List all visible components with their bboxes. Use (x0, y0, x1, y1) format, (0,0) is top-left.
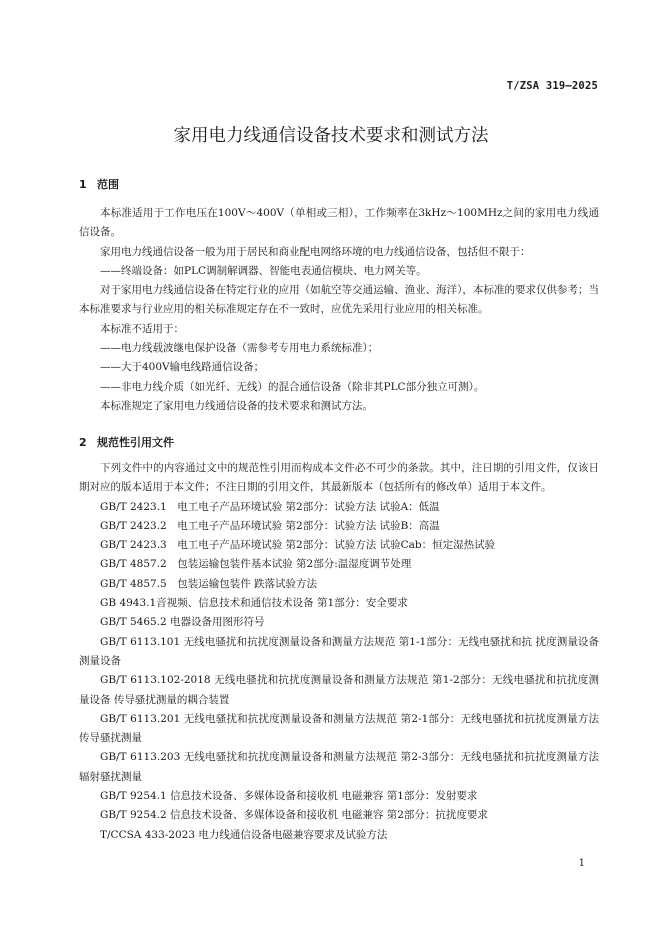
section-2-number: 2 (79, 436, 87, 449)
reference-item: GB/T 2423.2 电工电子产品环境试验 第2部分：试验方法 试验B：高温 (100, 519, 440, 532)
reference-item: GB/T 4857.5 包装运输包装件 跌落试验方法 (100, 577, 318, 590)
section-1-title: 范围 (97, 178, 119, 191)
reference-item: GB/T 9254.2 信息技术设备、多媒体设备和接收机 电磁兼容 第2部分：抗扰度要求 (100, 809, 488, 822)
reference-item: GB/T 6113.201 无线电骚扰和抗扰度测量设备和测量方法规范 第2-1部分：无线电骚扰和抗扰度测量方法 传导骚扰测量 (79, 712, 599, 745)
reference-item: GB/T 2423.3 电工电子产品环境试验 第2部分：试验方法 试验Cab：恒定湿热试验 (100, 539, 496, 552)
section-1-number: 1 (79, 178, 87, 191)
reference-item: GB/T 9254.1 信息技术设备、多媒体设备和接收机 电磁兼容 第1部分：发射要求 (100, 790, 478, 803)
paragraph: 家用电力线通信设备一般为用于居民和商业配电网络环境的电力线通信设备，包括但不限于： (100, 245, 531, 258)
list-item: ——大于400V输电线路通信设备； (100, 361, 265, 374)
list-item: ——非电力线介质（如光纤、无线）的混合通信设备（除非其PLC部分独立可测）。 (100, 380, 485, 393)
list-item: ——电力线载波继电保护设备（需参考专用电力系统标准）； (100, 342, 379, 355)
paragraph: 本标准适用于工作电压在100V～400V（单相或三相），工作频率在3kHz～100MHz之间的家用电力线通信设备。 (79, 207, 599, 239)
section-1-body (79, 204, 599, 416)
section-1-heading (79, 176, 119, 192)
section-2-title: 规范性引用文件 (97, 436, 174, 449)
reference-item: T/CCSA 433-2023 电力线通信设备电磁兼容要求及试验方法 (100, 828, 388, 841)
reference-item: GB 4943.1音视频、信息技术和通信技术设备 第1部分：安全要求 (100, 597, 408, 610)
document-title: 家用电力线通信设备技术要求和测试方法 (173, 126, 489, 146)
reference-item: GB/T 6113.102-2018 无线电骚扰和抗扰度测量设备和测量方法规范 第1-2部分：无线电骚扰和抗扰度测量设备 传导骚扰测量的耦合装置 (79, 674, 599, 706)
reference-item: GB/T 4857.2 包装运输包装件基本试验 第2部分:温湿度调节处理 (100, 558, 412, 571)
list-item: ——终端设备：如PLC调制解调器、智能电表通信模块、电力网关等。 (100, 264, 427, 277)
paragraph: 本标准不适用于： (100, 322, 184, 335)
standard-number: T/ZSA 319—2025 (506, 80, 598, 92)
paragraph: 本标准规定了家用电力线通信设备的技术要求和测试方法。 (100, 399, 373, 412)
page-number: 1 (578, 858, 585, 869)
reference-item: GB/T 6113.101 无线电骚扰和抗扰度测量设备和测量方法规范 第1-1部分：无线电骚扰和抗 扰度测量设备 测量设备 (79, 635, 599, 667)
paragraph: 对于家用电力线通信设备在特定行业的应用（如航空等交通运输、渔业、海洋），本标准的要求仅供参考；当本标准要求与行业应用的相关标准规定存在不一致时，应优先采用行业应用的相关标准。 (79, 284, 599, 316)
section-2-heading (79, 434, 174, 450)
paragraph: 下列文件中的内容通过文中的规范性引用而构成本文件必不可少的条款。其中，注日期的引用文件，仅该日期对应的版本适用于本文件；不注日期的引用文件，其最新版本（包括所有的修改单）适用于本文件。 (79, 462, 599, 494)
section-2-body (79, 459, 599, 845)
reference-item: GB/T 2423.1 电工电子产品环境试验 第2部分：试验方法 试验A：低温 (100, 500, 440, 513)
reference-item: GB/T 6113.203 无线电骚扰和抗扰度测量设备和测量方法规范 第2-3部分：无线电骚扰和抗扰度测量方法 辐射骚扰测量 (79, 751, 599, 783)
reference-item: GB/T 5465.2 电器设备用图形符号 (100, 616, 265, 629)
